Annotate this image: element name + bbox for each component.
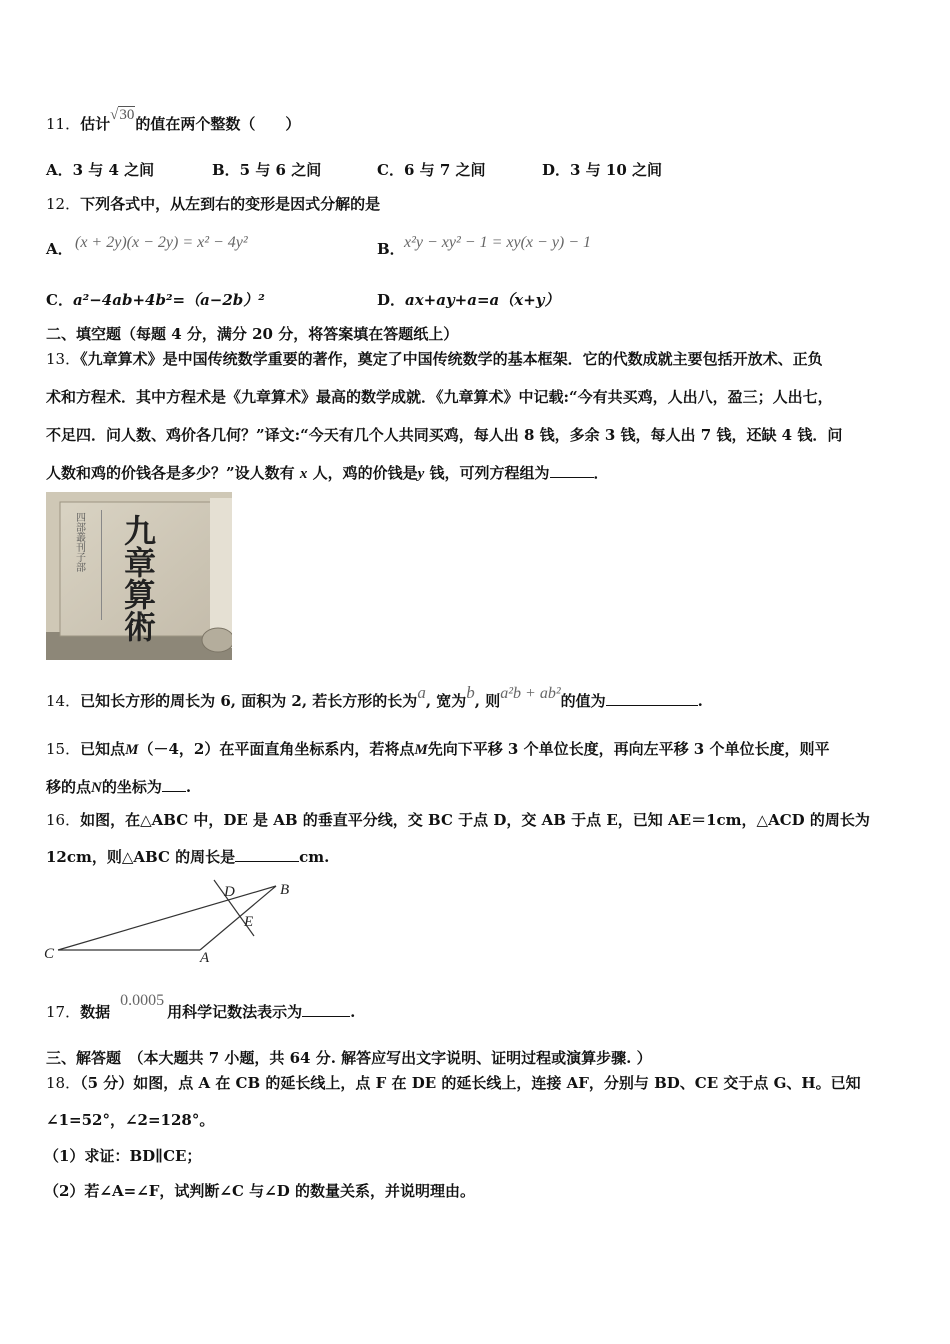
label-b: B: [280, 882, 290, 898]
side-ab: [200, 886, 276, 950]
label-a: A: [200, 950, 210, 964]
q15-line-2: 移的点N的坐标为 .: [46, 778, 192, 796]
answer-blank: [162, 777, 186, 792]
label-e: E: [244, 914, 254, 930]
section-2-heading: 二、填空题（每题 4 分，满分 20 分，将答案填在答题纸上）: [46, 325, 459, 343]
q11-option-a: A．3 与 4 之间: [46, 161, 155, 179]
q11-stem: [46, 107, 301, 136]
book-image: [46, 492, 232, 660]
q16-line-1: 16．如图，在△ABC 中，DE 是 AB 的垂直平分线，交 BC 于点 D，交 AB 于点 E，已知 AE＝1cm，△ACD 的周长为: [46, 811, 870, 829]
answer-blank: [235, 847, 299, 862]
q15-line-1: 15．已知点M（－4，2）在平面直角坐标系内，若将点M先向下平移 3 个单位长度，再向左平移 3 个单位长度，则平: [46, 740, 830, 758]
q18-part-2: （2）若∠A=∠F，试判断∠C 与∠D 的数量关系，并说明理由。: [44, 1182, 475, 1200]
q13-line-2: 术和方程术．其中方程术是《九章算术》最高的数学成就．《九章算术》中记载:“今有共买鸡，人出八，盈三；人出七，: [46, 388, 833, 406]
q18-line-2: ∠1=52°，∠2=128°。: [46, 1111, 215, 1129]
q18-line-1: 18．（5 分）如图，点 A 在 CB 的延长线上，点 F 在 DE 的延长线上，连接 AF，分别与 BD、CE 交于点 G、H。已知: [46, 1074, 861, 1092]
q12-text: 下列各式中，从左到右的变形是因式分解的是: [80, 195, 381, 213]
answer-blank: [550, 463, 594, 478]
q17-stem: 17．数据0.0005用科学记数法表示为 .: [46, 992, 356, 1021]
q18-part-1: （1）求证：BD∥CE；: [44, 1147, 202, 1165]
q12-option-a: A．: [46, 240, 73, 258]
q11-option-c: C．6 与 7 之间: [377, 161, 486, 179]
q12-formula-b: x²y − xy² − 1 = xy(x − y) − 1: [404, 234, 592, 251]
book-title: 九章算術: [119, 514, 157, 642]
section-3-heading: 三、解答题 （本大题共 7 小题，共 64 分. 解答应写出文字说明、证明过程或演算步骤. ）: [46, 1049, 652, 1067]
q12-stem: [46, 193, 380, 215]
q11-number: 11．: [46, 115, 81, 133]
q12-option-b: B．: [377, 240, 405, 258]
q13-line-1: 13．《九章算术》是中国传统数学重要的著作，奠定了中国传统数学的基本框架．它的代数成就主要包括开放术、正负: [46, 350, 823, 368]
q11-text-b: 的值在两个整数（ ）: [135, 115, 301, 133]
sqrt-30: √30: [110, 107, 135, 123]
triangle-figure: [40, 876, 300, 964]
answer-blank: [302, 1002, 350, 1017]
answer-blank: [606, 691, 698, 706]
q11-option-b: B．5 与 6 之间: [212, 161, 322, 179]
q13-line-3: 不足四．问人数、鸡价各几何？”译文:“今天有几个人共同买鸡，每人出 8 钱，多余 3 钱，每人出 7 钱，还缺 4 钱．问: [46, 426, 843, 444]
label-c: C: [44, 946, 55, 962]
q11-option-d: D．3 与 10 之间: [542, 161, 662, 179]
q16-line-2: 12cm，则△ABC 的周长是 cm.: [46, 848, 330, 866]
q14-stem: 14．已知长方形的周长为 6, 面积为 2, 若长方形的长为a, 宽为b, 则a²b + ab²的值为 .: [46, 683, 703, 710]
label-d: D: [224, 884, 235, 900]
q12-number: 12．: [46, 195, 81, 213]
q12-option-c: C．a²−4ab+4b²=（a−2b）²: [46, 291, 265, 309]
q12-formula-a: (x + 2y)(x − 2y) = x² − 4y²: [75, 234, 248, 251]
book-side-text: 四部叢刊子部: [73, 512, 85, 572]
q13-line-4: 人数和鸡的价钱各是多少？”设人数有 x 人，鸡的价钱是y 钱，可列方程组为 ．: [46, 464, 609, 482]
q12-option-d: D．ax+ay+a=a（x+y）: [377, 291, 560, 309]
q11-text-a: 估计: [80, 115, 111, 133]
